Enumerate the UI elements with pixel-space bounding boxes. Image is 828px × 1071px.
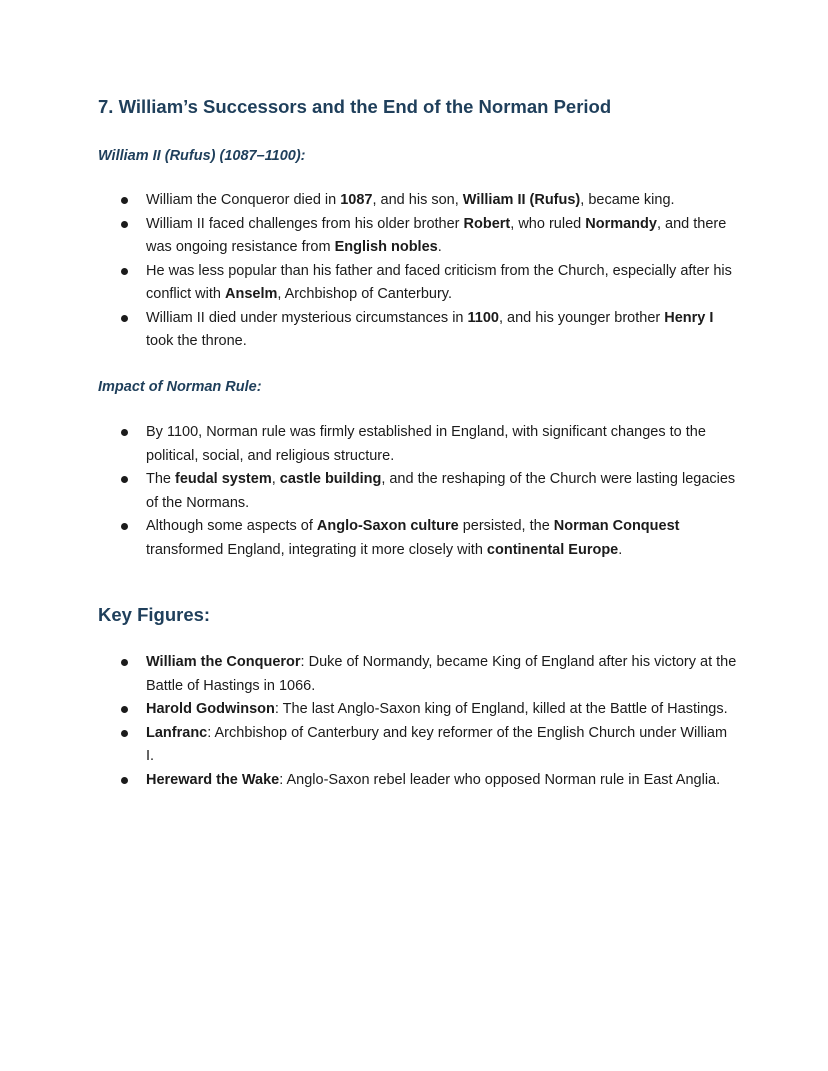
body-text: William the Conqueror died in	[146, 192, 341, 208]
emphasis-text: feudal system	[175, 471, 272, 487]
key-figures-heading: Key Figures:	[98, 604, 211, 625]
bullet-dot-icon	[121, 221, 128, 228]
emphasis-text: Norman Conquest	[553, 518, 680, 534]
body-text: , and his son,	[372, 192, 463, 208]
emphasis-text: Hereward the Wake	[146, 771, 280, 788]
emphasis-text: continental Europe	[486, 541, 619, 558]
body-text: .	[618, 541, 623, 558]
subheading-impact: Impact of Norman Rule:	[98, 379, 262, 395]
body-text: The	[146, 471, 176, 487]
body-text: , and the reshaping of the Church were lasting legacies of the Normans.	[146, 471, 736, 511]
body-text: , and his younger brother	[499, 309, 665, 326]
list-item	[98, 307, 738, 354]
list-item	[98, 189, 738, 213]
body-text: William II died under mysterious circumstances in	[146, 309, 468, 326]
emphasis-text: English nobles	[334, 239, 438, 255]
body-text: : Duke of Normandy, became King of England after his victory at the Battle of Hastings in 1066.	[146, 654, 737, 694]
body-text: .	[437, 239, 442, 255]
bullet-dot-icon	[121, 268, 128, 275]
body-text: ,	[271, 471, 280, 487]
list-item	[98, 515, 738, 562]
body-text: , Archbishop of Canterbury.	[277, 286, 453, 302]
body-text: : The last Anglo-Saxon king of England, killed at the Battle of Hastings.	[274, 701, 728, 717]
emphasis-text: Anselm	[224, 286, 278, 302]
body-text: took the throne.	[146, 333, 247, 349]
body-text: persisted, the	[458, 518, 554, 534]
bullet-dot-icon	[121, 315, 128, 322]
emphasis-text: William the Conqueror	[146, 654, 301, 670]
bullet-dot-icon	[121, 777, 128, 784]
body-text: He was less popular than his father and faced criticism from the Church, especially after his conflict with	[146, 262, 732, 302]
emphasis-text: William II (Rufus)	[462, 192, 581, 208]
bullet-list-key-figures	[98, 651, 738, 792]
emphasis-text: Anglo-Saxon culture	[316, 518, 459, 534]
emphasis-text: Harold Godwinson	[146, 701, 275, 717]
body-text: Although some aspects of	[146, 518, 317, 534]
bullet-dot-icon	[121, 659, 128, 666]
list-item	[98, 213, 738, 260]
list-item	[98, 698, 738, 722]
body-text: , became king.	[580, 192, 675, 208]
list-item	[98, 769, 738, 793]
emphasis-text: Lanfranc	[146, 724, 208, 741]
list-item	[98, 651, 738, 698]
section-title: 7. William’s Successors and the End of the Norman Period	[98, 96, 612, 117]
bullet-dot-icon	[121, 730, 128, 737]
emphasis-text: 1087	[340, 192, 373, 208]
emphasis-text: 1100	[467, 309, 499, 326]
list-item	[98, 260, 738, 307]
list-item	[98, 722, 738, 769]
emphasis-text: Henry I	[664, 309, 714, 326]
bullet-dot-icon	[121, 476, 128, 483]
emphasis-text: castle building	[279, 471, 382, 487]
emphasis-text: Robert	[463, 215, 511, 232]
bullet-list-william-ii	[98, 189, 738, 354]
body-text: : Anglo-Saxon rebel leader who opposed Norman rule in East Anglia.	[279, 771, 721, 788]
body-text: transformed England, integrating it more closely with	[146, 541, 487, 558]
list-item	[98, 468, 738, 515]
emphasis-text: Normandy	[585, 215, 657, 232]
body-text: William II faced challenges from his older brother	[146, 215, 464, 232]
bullet-list-impact	[98, 421, 738, 562]
bullet-dot-icon	[121, 429, 128, 436]
bullet-dot-icon	[121, 706, 128, 713]
bullet-dot-icon	[121, 523, 128, 530]
body-text: By 1100, Norman rule was firmly established in England, with significant changes to the political, social, and religious structure.	[146, 424, 706, 464]
subheading-william-ii: William II (Rufus) (1087–1100):	[98, 148, 306, 164]
body-text: : Archbishop of Canterbury and key reformer of the English Church under William I.	[146, 724, 728, 764]
body-text: , and there was ongoing resistance from	[146, 215, 727, 255]
bullet-dot-icon	[121, 197, 128, 204]
body-text: , who ruled	[510, 215, 586, 232]
list-item	[98, 421, 738, 468]
